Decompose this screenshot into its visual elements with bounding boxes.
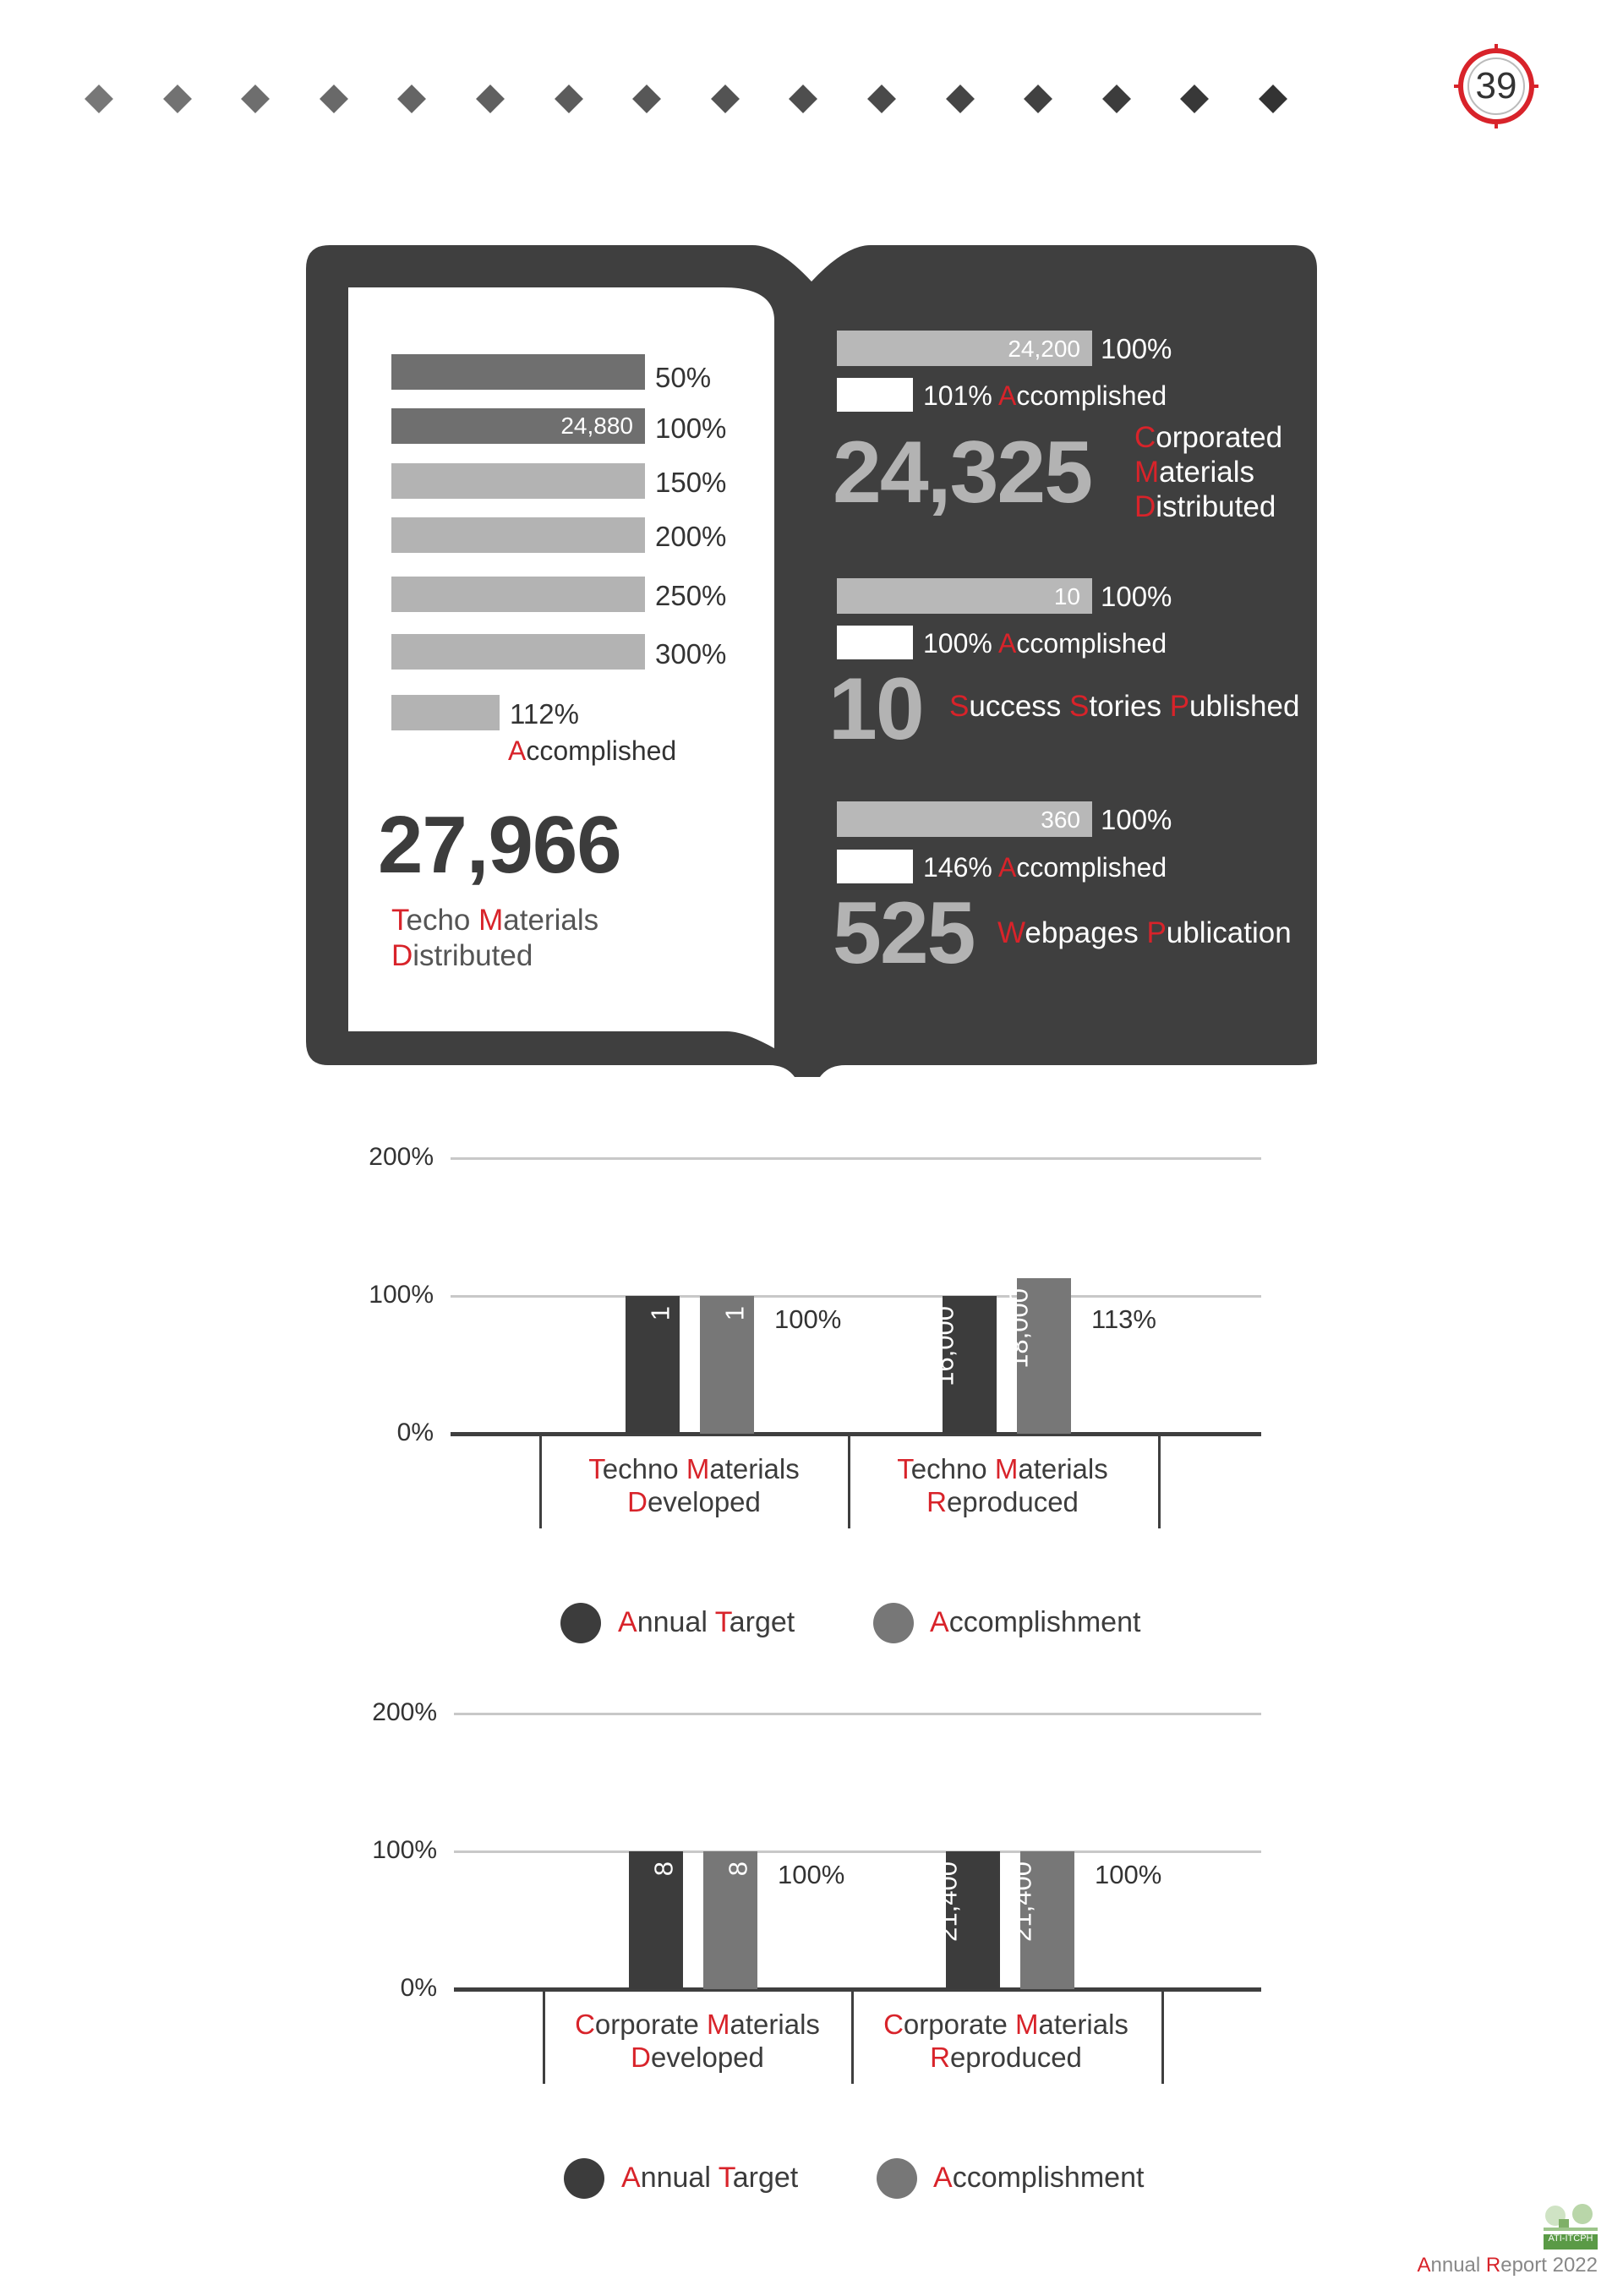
accomplishment-bar — [1003, 1278, 1071, 1434]
header-diamond — [476, 85, 505, 113]
legend-accomplishment-label: Accomplishment — [930, 1606, 1141, 1638]
header-diamond — [320, 85, 348, 113]
gridline — [451, 1157, 1261, 1160]
category-label: Techno Materials Reproduced — [897, 1453, 1108, 1517]
webpages-target-pct: 100% — [1101, 804, 1172, 835]
y-tick-label: 100% — [369, 1281, 434, 1309]
header-diamond — [1259, 85, 1287, 113]
category-label: Techno Materials Developed — [588, 1453, 800, 1517]
legend-target-dot — [564, 2158, 604, 2199]
bar-value-label — [626, 1306, 680, 1433]
page-number: 39 — [1475, 65, 1517, 107]
bar-value-label — [703, 1861, 757, 1988]
accomplished-bar — [391, 695, 500, 730]
header-diamond — [85, 85, 113, 113]
scale-bar-target-value: 24,880 — [560, 413, 633, 439]
accomplishment-pct-label: 100% — [1095, 1860, 1162, 1889]
header-diamond — [632, 85, 661, 113]
x-axis-baseline — [451, 1432, 1261, 1436]
success-caption: Success Stories Published — [949, 690, 1300, 723]
scale-pct-300: 300% — [655, 638, 727, 670]
bar-value-label — [929, 1306, 997, 1433]
bar-value-label — [1003, 1287, 1071, 1415]
y-tick-label: 100% — [372, 1836, 437, 1864]
accomplished-pct: 112% — [510, 698, 579, 730]
legend-accomplishment-dot — [873, 1603, 914, 1643]
header-diamond — [1102, 85, 1131, 113]
techno-materials-caption: Techo Materials Distributed — [391, 904, 599, 972]
corporated-target-bar — [837, 331, 1092, 366]
scale-bar-300 — [391, 634, 645, 670]
accomplishment-pct-label: 100% — [774, 1304, 842, 1334]
target-bar — [626, 1296, 680, 1434]
webpages-caption: Webpages Publication — [997, 916, 1292, 949]
legend-target-label: Annual Target — [621, 2162, 799, 2194]
target-bar — [629, 1851, 683, 1989]
bar-value-label — [700, 1306, 754, 1433]
header-diamond — [789, 85, 817, 113]
gridline — [454, 1713, 1261, 1715]
header-diamond — [1180, 85, 1209, 113]
corporated-accomplished: 101% Accomplished — [923, 380, 1167, 411]
webpages-target-bar — [837, 801, 1092, 837]
webpages-accomplished: 146% Accomplished — [923, 852, 1167, 883]
header-diamond — [397, 85, 426, 113]
legend-accomplishment-dot — [877, 2158, 917, 2199]
y-tick-label: 200% — [372, 1698, 437, 1726]
scale-pct-50: 50% — [655, 362, 712, 393]
bar-value-label — [629, 1861, 683, 1988]
legend-target-label: Annual Target — [618, 1606, 795, 1638]
webpages-total: 525 — [833, 884, 975, 982]
accomplishment-bar — [1007, 1851, 1074, 1989]
success-accomplished: 100% Accomplished — [923, 628, 1167, 659]
scale-pct-100: 100% — [655, 413, 727, 444]
scale-bar-50 — [391, 354, 645, 390]
header-diamond — [555, 85, 583, 113]
scale-pct-200: 200% — [655, 521, 727, 552]
legend-accomplishment-label: Accomplishment — [933, 2162, 1145, 2194]
techno-materials-total: 27,966 — [378, 800, 621, 890]
accomplishment-pct-label: 100% — [778, 1860, 845, 1889]
accomplishment-bar — [700, 1296, 754, 1434]
corporated-caption: Corporated Materials Distributed — [1134, 421, 1283, 523]
corporated-target-pct: 100% — [1101, 333, 1172, 364]
webpages-acc-bar — [837, 850, 913, 883]
header-diamond — [163, 85, 192, 113]
bar-value-label — [1007, 1861, 1074, 1988]
x-axis-baseline — [454, 1987, 1261, 1992]
bar-value-text: 21,400 — [932, 1861, 963, 1942]
corporated-target-value: 24,200 — [1008, 336, 1080, 362]
scale-pct-250: 250% — [655, 580, 727, 611]
target-bar — [929, 1296, 997, 1434]
accomplishment-pct-label: 113% — [1091, 1304, 1156, 1334]
scale-bar-200 — [391, 517, 645, 553]
bar-value-text: 8 — [648, 1861, 679, 1877]
header-diamond — [946, 85, 975, 113]
bar-value-text: 21,400 — [1007, 1861, 1037, 1942]
gridline — [454, 1850, 1261, 1853]
logo-text: ATI-ITCPH — [1548, 2233, 1593, 2244]
bar-value-text: 1 — [719, 1306, 750, 1321]
scale-bar-150 — [391, 463, 645, 499]
category-separator — [1158, 1434, 1161, 1528]
header-diamond — [1024, 85, 1052, 113]
success-acc-bar — [837, 626, 913, 659]
scale-bar-100 — [391, 408, 645, 444]
legend-target-dot — [560, 1603, 601, 1643]
category-label: Corporate Materials Developed — [575, 2009, 820, 2073]
success-total: 10 — [828, 660, 923, 758]
y-tick-label: 0% — [396, 1419, 434, 1446]
accomplished-label: Accomplished — [508, 735, 677, 766]
webpages-target-value: 360 — [1041, 806, 1080, 833]
ati-itcph-logo — [1540, 2202, 1601, 2251]
bar-value-text: 1 — [645, 1306, 675, 1321]
bar-value-text: 8 — [723, 1861, 753, 1877]
success-target-pct: 100% — [1101, 581, 1172, 612]
footer-report-title: Annual Report 2022 — [1417, 2254, 1598, 2277]
scale-pct-150: 150% — [655, 467, 727, 498]
category-separator — [1161, 1989, 1164, 2084]
gridline — [451, 1295, 1261, 1298]
header-diamond — [711, 85, 740, 113]
accomplishment-bar — [703, 1851, 757, 1989]
target-bar — [932, 1851, 1000, 1989]
scale-bar-250 — [391, 577, 645, 612]
category-label: Corporate Materials Reproduced — [883, 2009, 1128, 2073]
bar-value-text: 18,000 — [1003, 1287, 1034, 1369]
y-tick-label: 200% — [369, 1143, 434, 1171]
success-target-value: 10 — [1053, 583, 1080, 610]
corporated-acc-bar — [837, 378, 913, 412]
y-tick-label: 0% — [400, 1974, 437, 2002]
bar-value-label — [932, 1861, 1000, 1988]
bar-value-text: 16,000 — [929, 1306, 959, 1386]
header-diamond — [241, 85, 270, 113]
corporated-total: 24,325 — [833, 424, 1092, 522]
success-target-bar — [837, 578, 1092, 614]
header-diamond — [867, 85, 896, 113]
